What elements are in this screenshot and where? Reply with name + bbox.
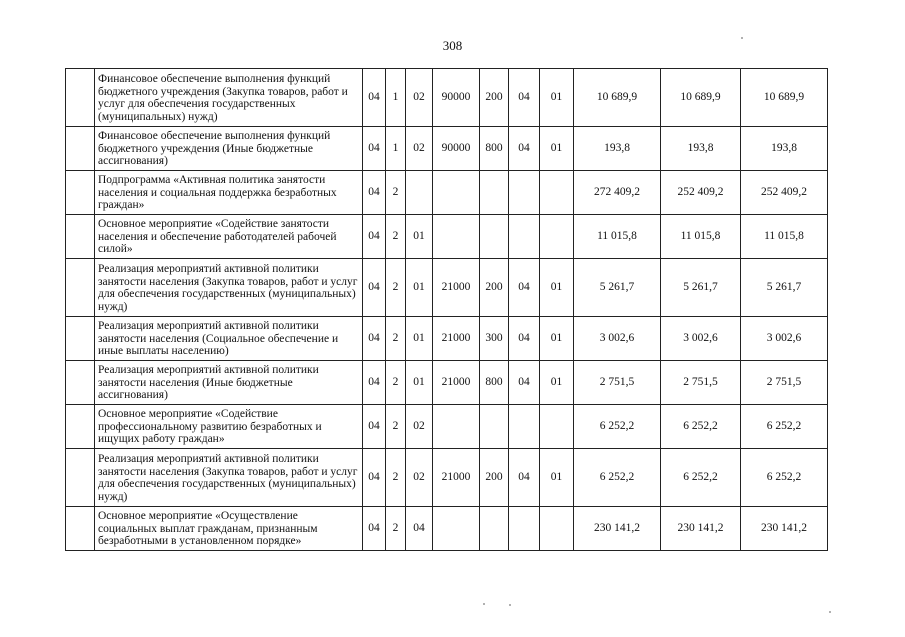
- amount-cell-v3: 2 751,5: [741, 361, 828, 405]
- code-cell-c3: 02: [406, 449, 433, 507]
- amount-cell-v3: 3 002,6: [741, 317, 828, 361]
- code-cell-c7: 01: [540, 259, 574, 317]
- amount-cell-v3: 11 015,8: [741, 215, 828, 259]
- row-margin-cell: [66, 449, 95, 507]
- code-cell-c4: 21000: [433, 317, 480, 361]
- amount-cell-v2: 10 689,9: [661, 69, 741, 127]
- code-cell-c3: 01: [406, 361, 433, 405]
- amount-cell-v3: 6 252,2: [741, 449, 828, 507]
- amount-cell-v3: 5 261,7: [741, 259, 828, 317]
- table-row: [66, 317, 828, 361]
- code-cell-c1: 04: [363, 171, 386, 215]
- amount-cell-v2: 5 261,7: [661, 259, 741, 317]
- code-cell-c4: [433, 171, 480, 215]
- table-row: [66, 361, 828, 405]
- amount-cell-v1: 230 141,2: [574, 507, 661, 551]
- code-cell-c4: [433, 405, 480, 449]
- row-margin-cell: [66, 69, 95, 127]
- code-cell-c5: [480, 215, 509, 259]
- code-cell-c5: 200: [480, 69, 509, 127]
- amount-cell-v1: 2 751,5: [574, 361, 661, 405]
- code-cell-c7: [540, 171, 574, 215]
- amount-cell-v3: 230 141,2: [741, 507, 828, 551]
- code-cell-c5: 200: [480, 259, 509, 317]
- code-cell-c3: 01: [406, 215, 433, 259]
- row-margin-cell: [66, 405, 95, 449]
- code-cell-c4: 21000: [433, 259, 480, 317]
- code-cell-c3: 01: [406, 259, 433, 317]
- amount-cell-v1: 272 409,2: [574, 171, 661, 215]
- code-cell-c2: 2: [386, 405, 406, 449]
- row-name: Основное мероприятие «Содействие профессиональному развитию безработных и ищущих работу граждан»: [95, 405, 363, 449]
- code-cell-c6: 04: [509, 449, 540, 507]
- amount-cell-v2: 193,8: [661, 127, 741, 171]
- row-name: Основное мероприятие «Содействие занятости населения и обеспечение работодателей рабочей силой»: [95, 215, 363, 259]
- amount-cell-v3: 6 252,2: [741, 405, 828, 449]
- amount-cell-v2: 2 751,5: [661, 361, 741, 405]
- code-cell-c5: 800: [480, 127, 509, 171]
- code-cell-c3: 02: [406, 127, 433, 171]
- code-cell-c2: 1: [386, 127, 406, 171]
- row-margin-cell: [66, 361, 95, 405]
- code-cell-c6: [509, 215, 540, 259]
- code-cell-c6: [509, 405, 540, 449]
- code-cell-c5: [480, 405, 509, 449]
- code-cell-c5: 200: [480, 449, 509, 507]
- code-cell-c1: 04: [363, 259, 386, 317]
- table-row: [66, 127, 828, 171]
- code-cell-c1: 04: [363, 361, 386, 405]
- code-cell-c7: [540, 405, 574, 449]
- code-cell-c7: 01: [540, 317, 574, 361]
- amount-cell-v2: 252 409,2: [661, 171, 741, 215]
- code-cell-c1: 04: [363, 215, 386, 259]
- amount-cell-v1: 193,8: [574, 127, 661, 171]
- code-cell-c7: [540, 215, 574, 259]
- amount-cell-v1: 6 252,2: [574, 405, 661, 449]
- code-cell-c2: 2: [386, 449, 406, 507]
- code-cell-c5: 800: [480, 361, 509, 405]
- amount-cell-v2: 3 002,6: [661, 317, 741, 361]
- row-name: Реализация мероприятий активной политики занятости населения (Социальное обеспечение и иные выплаты населению): [95, 317, 363, 361]
- table-row: [66, 405, 828, 449]
- scan-speck: [509, 604, 511, 606]
- code-cell-c3: 02: [406, 405, 433, 449]
- code-cell-c6: 04: [509, 69, 540, 127]
- amount-cell-v1: 11 015,8: [574, 215, 661, 259]
- code-cell-c6: 04: [509, 127, 540, 171]
- code-cell-c4: [433, 507, 480, 551]
- code-cell-c1: 04: [363, 507, 386, 551]
- amount-cell-v3: 10 689,9: [741, 69, 828, 127]
- budget-table: [65, 68, 828, 551]
- code-cell-c6: 04: [509, 361, 540, 405]
- code-cell-c2: 2: [386, 317, 406, 361]
- table-row: [66, 171, 828, 215]
- amount-cell-v1: 3 002,6: [574, 317, 661, 361]
- row-margin-cell: [66, 507, 95, 551]
- scan-speck: [829, 611, 831, 613]
- code-cell-c3: 02: [406, 69, 433, 127]
- code-cell-c4: 90000: [433, 127, 480, 171]
- code-cell-c4: [433, 215, 480, 259]
- code-cell-c6: [509, 171, 540, 215]
- amount-cell-v2: 6 252,2: [661, 449, 741, 507]
- table-row: [66, 215, 828, 259]
- code-cell-c1: 04: [363, 449, 386, 507]
- scan-speck: [741, 37, 743, 39]
- code-cell-c3: [406, 171, 433, 215]
- row-name: Реализация мероприятий активной политики занятости населения (Закупка товаров, работ и услуг для обеспечения государственных (муниципальных) нужд): [95, 259, 363, 317]
- amount-cell-v2: 11 015,8: [661, 215, 741, 259]
- code-cell-c7: 01: [540, 361, 574, 405]
- amount-cell-v1: 5 261,7: [574, 259, 661, 317]
- amount-cell-v3: 193,8: [741, 127, 828, 171]
- code-cell-c3: 01: [406, 317, 433, 361]
- code-cell-c5: [480, 507, 509, 551]
- code-cell-c5: 300: [480, 317, 509, 361]
- row-margin-cell: [66, 215, 95, 259]
- code-cell-c7: 01: [540, 69, 574, 127]
- code-cell-c3: 04: [406, 507, 433, 551]
- code-cell-c1: 04: [363, 69, 386, 127]
- row-name: Финансовое обеспечение выполнения функций бюджетного учреждения (Иные бюджетные ассигнования): [95, 127, 363, 171]
- code-cell-c6: 04: [509, 259, 540, 317]
- code-cell-c1: 04: [363, 317, 386, 361]
- row-margin-cell: [66, 127, 95, 171]
- code-cell-c5: [480, 171, 509, 215]
- code-cell-c7: 01: [540, 127, 574, 171]
- code-cell-c2: 2: [386, 507, 406, 551]
- code-cell-c6: [509, 507, 540, 551]
- page-number: 308: [442, 38, 463, 53]
- row-name: Подпрограмма «Активная политика занятости населения и социальная поддержка безработных граждан»: [95, 171, 363, 215]
- table-row: [66, 507, 828, 551]
- code-cell-c1: 04: [363, 127, 386, 171]
- scan-speck: [483, 603, 485, 605]
- table-row: [66, 449, 828, 507]
- code-cell-c2: 2: [386, 171, 406, 215]
- row-name: Реализация мероприятий активной политики занятости населения (Иные бюджетные ассигнования): [95, 361, 363, 405]
- amount-cell-v1: 6 252,2: [574, 449, 661, 507]
- code-cell-c4: 21000: [433, 449, 480, 507]
- code-cell-c4: 90000: [433, 69, 480, 127]
- table-row: [66, 259, 828, 317]
- code-cell-c2: 2: [386, 259, 406, 317]
- code-cell-c4: 21000: [433, 361, 480, 405]
- code-cell-c2: 2: [386, 215, 406, 259]
- table-row: [66, 69, 828, 127]
- code-cell-c7: [540, 507, 574, 551]
- row-margin-cell: [66, 317, 95, 361]
- code-cell-c2: 1: [386, 69, 406, 127]
- amount-cell-v2: 230 141,2: [661, 507, 741, 551]
- code-cell-c6: 04: [509, 317, 540, 361]
- code-cell-c2: 2: [386, 361, 406, 405]
- row-name: Реализация мероприятий активной политики занятости населения (Закупка товаров, работ и услуг для обеспечения государственных (муниципальных) нужд): [95, 449, 363, 507]
- row-margin-cell: [66, 171, 95, 215]
- row-margin-cell: [66, 259, 95, 317]
- amount-cell-v2: 6 252,2: [661, 405, 741, 449]
- code-cell-c1: 04: [363, 405, 386, 449]
- amount-cell-v1: 10 689,9: [574, 69, 661, 127]
- code-cell-c7: 01: [540, 449, 574, 507]
- row-name: Финансовое обеспечение выполнения функций бюджетного учреждения (Закупка товаров, работ и услуг для обеспечения государственных (муниципальных) нужд): [95, 69, 363, 127]
- amount-cell-v3: 252 409,2: [741, 171, 828, 215]
- row-name: Основное мероприятие «Осуществление социальных выплат гражданам, признанным безработными в установленном порядке»: [95, 507, 363, 551]
